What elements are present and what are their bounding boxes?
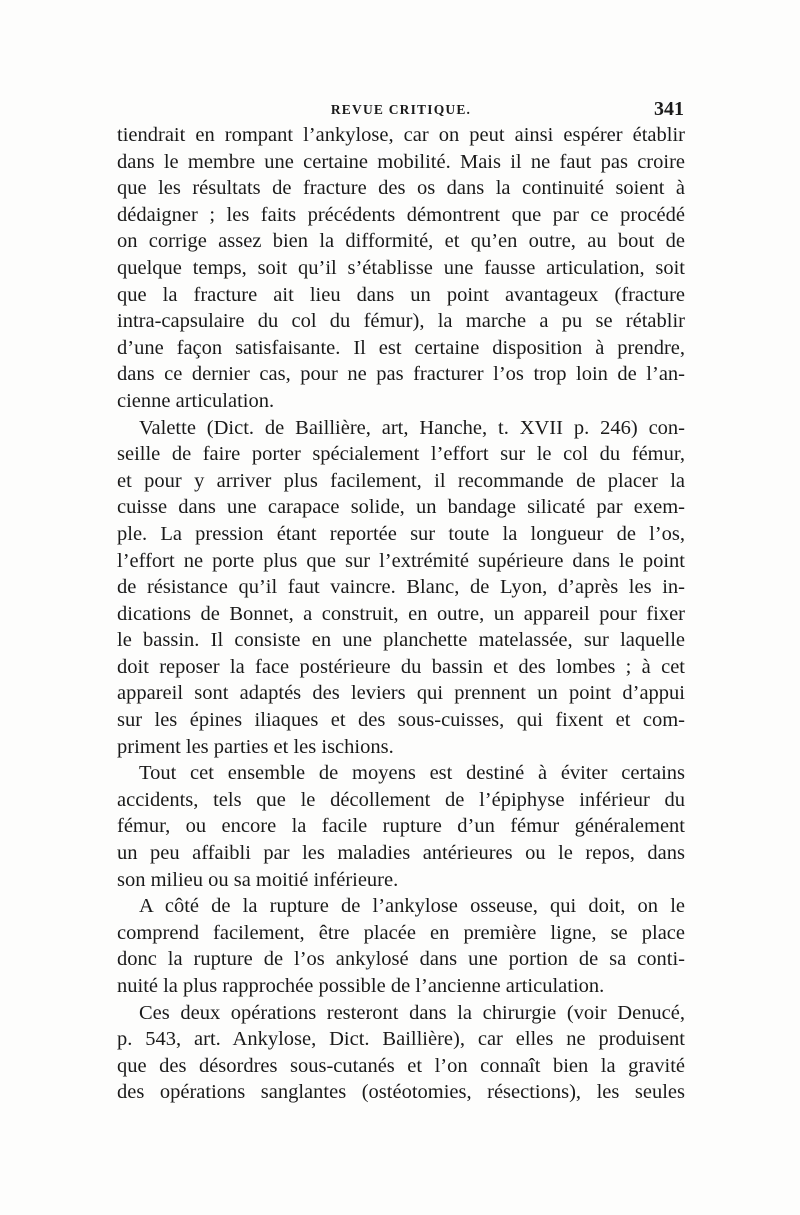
text-line: son milieu ou sa moitié inférieure. [117, 868, 399, 891]
text-line: l’effort ne porte plus que sur l’extrémité supérieure dans le point [117, 549, 685, 572]
text-line: que la fracture ait lieu dans un point avantageux (fracture [117, 283, 685, 306]
body-text [117, 122, 685, 1106]
text-line: dans ce dernier cas, pour ne pas fracturer l’os trop loin de l’an- [117, 363, 685, 386]
text-line: appareil sont adaptés des leviers qui prennent un point d’appui [117, 682, 685, 705]
text-line: cuisse dans une carapace solide, un bandage silicaté par exem- [117, 496, 685, 519]
text-line: accidents, tels que le décollement de l’épiphyse inférieur du [117, 788, 685, 811]
running-title: REVUE CRITIQUE. [330, 102, 472, 117]
text-line: que des désordres sous-cutanés et l’on connaît bien la gravité [117, 1054, 685, 1077]
text-line: Ces deux opérations resteront dans la chirurgie (voir Denucé, [139, 1001, 685, 1024]
text-line: doit reposer la face postérieure du bassin et des lombes ; à cet [117, 655, 685, 678]
text-line: Tout cet ensemble de moyens est destiné à éviter certains [139, 762, 685, 785]
text-line: intra-capsulaire du col du fémur), la marche a pu se rétablir [117, 310, 685, 333]
text-line: ple. La pression étant reportée sur toute la longueur de l’os, [117, 522, 685, 545]
text-line: A côté de la rupture de l’ankylose osseuse, qui doit, on le [139, 895, 685, 918]
text-line: de résistance qu’il faut vaincre. Blanc, de Lyon, d’après les in- [117, 576, 685, 599]
text-line: priment les parties et les ischions. [117, 735, 394, 758]
text-line: d’une façon satisfaisante. Il est certaine disposition à prendre, [117, 336, 685, 359]
text-line: fémur, ou encore la facile rupture d’un fémur généralement [117, 815, 685, 838]
text-line: tiendrait en rompant l’ankylose, car on peut ainsi espérer établir [117, 124, 685, 146]
text-line: seille de faire porter spécialement l’effort sur le col du fémur, [117, 443, 685, 466]
text-line: quelque temps, soit qu’il s’établisse une fausse articulation, soit [117, 256, 685, 279]
text-line: Valette (Dict. de Baillière, art, Hanche, t. XVII p. 246) con- [139, 416, 685, 439]
running-head [118, 98, 684, 122]
text-line: cienne articulation. [117, 389, 275, 412]
text-line: comprend facilement, être placée en première ligne, se place [117, 921, 685, 944]
text-line: des opérations sanglantes (ostéotomies, résections), les seules [117, 1081, 685, 1104]
text-line: et pour y arriver plus facilement, il recommande de placer la [117, 469, 685, 492]
text-line: sur les épines iliaques et des sous-cuisses, qui fixent et com- [117, 709, 685, 732]
text-line: nuité la plus rapprochée possible de l’ancienne articulation. [117, 975, 605, 997]
text-line: un peu affaibli par les maladies antérieures ou le repos, dans [117, 842, 685, 865]
text-line: dications de Bonnet, a construit, en outre, un appareil pour fixer [117, 602, 685, 625]
text-line: le bassin. Il consiste en une planchette matelassée, sur laquelle [117, 629, 685, 652]
text-line: dédaigner ; les faits précédents démontrent que par ce procédé [117, 203, 685, 226]
text-line: on corrige assez bien la difformité, et qu’en outre, au bout de [117, 230, 685, 253]
page-number: 341 [654, 98, 684, 120]
text-line: p. 543, art. Ankylose, Dict. Baillière), car elles ne produisent [117, 1028, 685, 1051]
text-line: dans le membre une certaine mobilité. Mais il ne faut pas croire [117, 150, 685, 173]
text-line: donc la rupture de l’os ankylosé dans une portion de sa conti- [117, 948, 685, 971]
text-line: que les résultats de fracture des os dans la continuité soient à [117, 177, 685, 200]
